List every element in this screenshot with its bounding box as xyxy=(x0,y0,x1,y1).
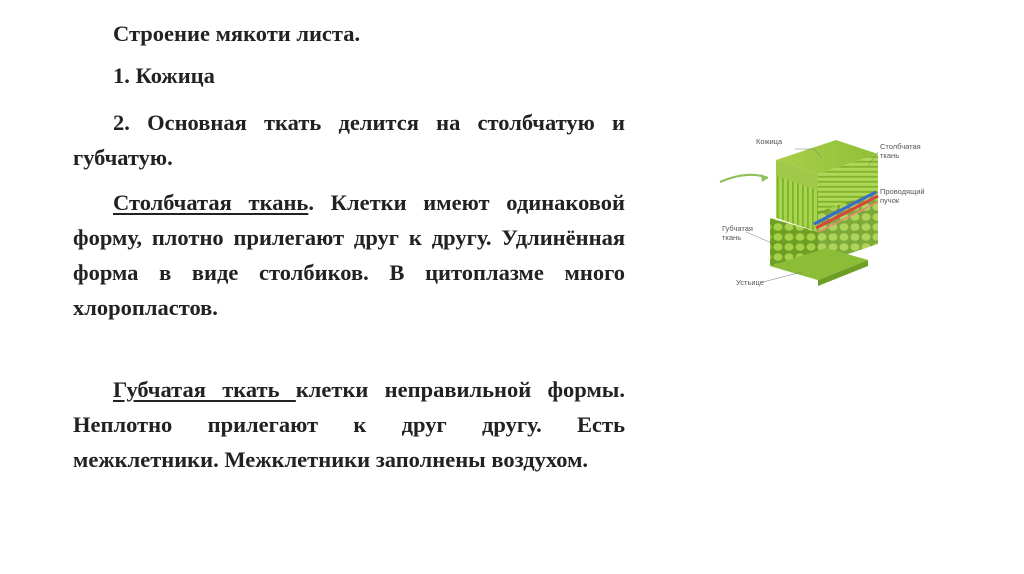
label-bundle-line2: пучок xyxy=(880,196,900,205)
label-palisade-line1: Столбчатая xyxy=(880,142,921,151)
label-bundle-line1: Проводящий xyxy=(880,187,925,196)
list-item-main-tissue: 2. Основная ткать делится на столбчатую и губчатую. xyxy=(73,110,625,170)
palisade-term: Столбчатая ткань xyxy=(113,190,309,215)
palisade-paragraph xyxy=(73,185,625,325)
list-item-skin: 1. Кожица xyxy=(113,63,215,88)
label-palisade-line2: ткань xyxy=(880,151,900,160)
label-spongy-line1: Губчатая xyxy=(722,224,753,233)
label-spongy-line2: ткань xyxy=(722,233,742,242)
spongy-term: Губчатая ткать xyxy=(113,377,296,402)
label-skin: Кожица xyxy=(756,137,783,146)
palisade-description: . Клетки имеют одинаковой форму, плотно прилегают друг к другу. Удлинённая форма в виде столбиков. В цитоплазме много хлоропластов. xyxy=(73,190,625,320)
arrow-icon xyxy=(720,175,768,182)
spongy-description: клетки неправильной формы. Неплотно прилегают к друг другу. Есть межклетники. Межклетники заполнены воздухом. xyxy=(73,377,625,472)
arrow-head-icon xyxy=(761,174,768,182)
spongy-paragraph xyxy=(73,372,625,477)
label-stoma: Устьице xyxy=(736,278,764,287)
leaf-structure-diagram xyxy=(718,132,928,292)
slide-title: Строение мякоти листа. xyxy=(113,21,361,46)
